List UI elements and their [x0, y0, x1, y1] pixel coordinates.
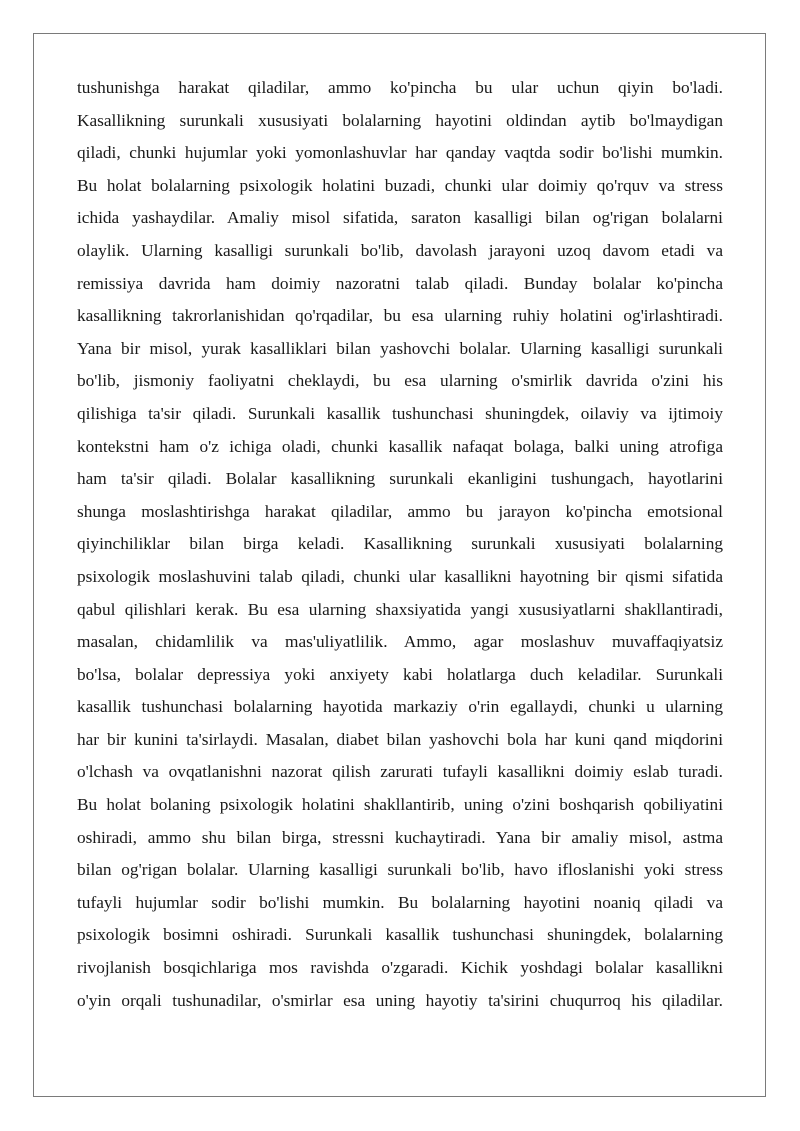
text-line: qabul qilishlari kerak. Bu esa ularning shaxsiyatida yangi xususiyatlarni shakllantiradi,: [77, 599, 723, 619]
text-line: qiyinchiliklar bilan birga keladi. Kasallikning surunkali xususiyati bolalarning: [77, 534, 723, 554]
text-line: olaylik. Ularning kasalligi surunkali bo'lib, davolash jarayoni uzoq davom etadi va: [77, 240, 723, 260]
text-line: ham ta'sir qiladi. Bolalar kasallikning surunkali ekanligini tushungach, hayotlarini: [77, 469, 723, 489]
text-line: psixologik bosimni oshiradi. Surunkali kasallik tushunchasi shuningdek, bolalarning: [77, 925, 723, 945]
text-line: bilan og'rigan bolalar. Ularning kasalligi surunkali bo'lib, havo ifloslanishi yoki stress: [77, 860, 723, 880]
text-line: kontekstni ham o'z ichiga oladi, chunki kasallik nafaqat bolaga, balki uning atrofiga: [77, 436, 723, 456]
text-line: o'lchash va ovqatlanishni nazorat qilish zarurati tufayli kasallikni doimiy eslab turadi.: [77, 762, 723, 782]
text-line: Bu holat bolalarning psixologik holatini buzadi, chunki ular doimiy qo'rquv va stress: [77, 175, 723, 195]
text-line: rivojlanish bosqichlariga mos ravishda o'zgaradi. Kichik yoshdagi bolalar kasallikni: [77, 958, 723, 978]
text-line: kasallikning takrorlanishidan qo'rqadilar, bu esa ularning ruhiy holatini og'irlashtiradi.: [77, 306, 723, 326]
text-line: Yana bir misol, yurak kasalliklari bilan yashovchi bolalar. Ularning kasalligi surunkali: [77, 338, 723, 358]
text-line: remissiya davrida ham doimiy nazoratni talab qiladi. Bunday bolalar ko'pincha: [77, 273, 723, 293]
text-line: shunga moslashtirishga harakat qiladilar, ammo bu jarayon ko'pincha emotsional: [77, 501, 723, 521]
text-line: oshiradi, ammo shu bilan birga, stressni kuchaytiradi. Yana bir amaliy misol, astma: [77, 827, 723, 847]
text-line: ichida yashaydilar. Amaliy misol sifatida, saraton kasalligi bilan og'rigan bolalarni: [77, 208, 723, 228]
text-line: Kasallikning surunkali xususiyati bolalarning hayotini oldindan aytib bo'lmaydigan: [77, 110, 723, 130]
text-line: qiladi, chunki hujumlar yoki yomonlashuvlar har qanday vaqtda sodir bo'lishi mumkin.: [77, 143, 723, 163]
text-line: masalan, chidamlilik va mas'uliyatlilik. Ammo, agar moslashuv muvaffaqiyatsiz: [77, 632, 723, 652]
text-line: kasallik tushunchasi bolalarning hayotida markaziy o'rin egallaydi, chunki u ularning: [77, 697, 723, 717]
text-line: bo'lib, jismoniy faoliyatni cheklaydi, bu esa ularning o'smirlik davrida o'zini his: [77, 371, 723, 391]
text-line: tushunishga harakat qiladilar, ammo ko'pincha bu ular uchun qiyin bo'ladi.: [77, 78, 723, 97]
text-line: Bu holat bolaning psixologik holatini shakllantirib, uning o'zini boshqarish qobiliyatini: [77, 795, 723, 815]
text-line: har bir kunini ta'sirlaydi. Masalan, diabet bilan yashovchi bola har kuni qand miqdorini: [77, 729, 723, 749]
text-line: tufayli hujumlar sodir bo'lishi mumkin. Bu bolalarning hayotini noaniq qiladi va: [77, 892, 723, 912]
text-line: o'yin orqali tushunadilar, o'smirlar esa uning hayotiy ta'sirini chuqurroq his qiladilar.: [77, 990, 723, 1010]
text-line: bo'lsa, bolalar depressiya yoki anxiyety kabi holatlarga duch keladilar. Surunkali: [77, 664, 723, 684]
text-line: psixologik moslashuvini talab qiladi, chunki ular kasallikni hayotning bir qismi sifatida: [77, 566, 723, 586]
text-line: qilishiga ta'sir qiladi. Surunkali kasallik tushunchasi shuningdek, oilaviy va ijtimoiy: [77, 403, 723, 423]
body-text: [77, 72, 723, 1017]
